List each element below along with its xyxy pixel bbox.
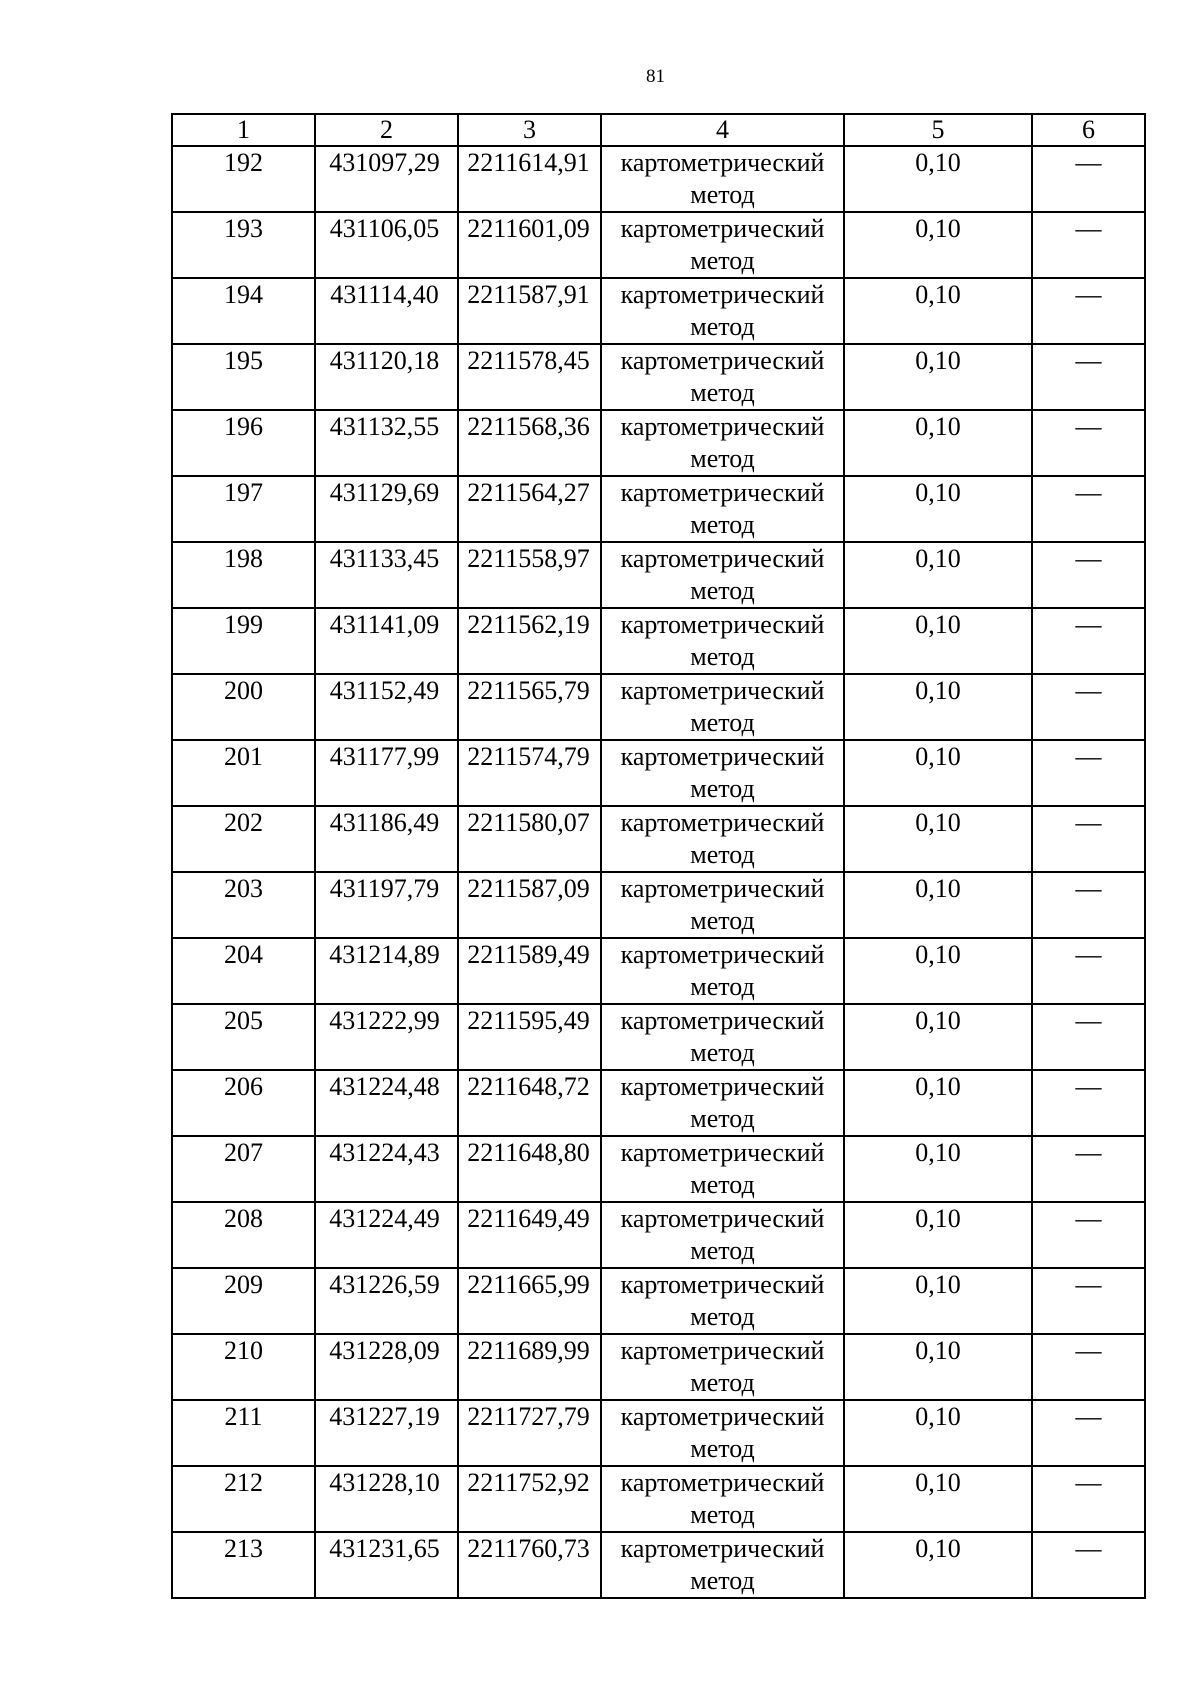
accuracy-value: 0,10	[844, 1334, 1032, 1400]
method-line-2: метод	[690, 840, 755, 869]
method-line-2: метод	[690, 774, 755, 803]
accuracy-value: 0,10	[844, 1136, 1032, 1202]
table-row	[172, 1136, 1145, 1202]
point-number: 209	[172, 1268, 315, 1334]
coordinate-x: 431152,49	[315, 674, 458, 740]
note-cell	[1032, 212, 1145, 278]
coordinate-y: 2211558,97	[458, 542, 601, 608]
point-number: 192	[172, 146, 315, 212]
method-line-1: картометрический	[620, 1138, 825, 1167]
method-cell	[601, 1202, 844, 1268]
method-line-2: метод	[690, 708, 755, 737]
column-header-5: 5	[844, 114, 1032, 146]
method-cell	[601, 806, 844, 872]
note-cell	[1032, 476, 1145, 542]
coordinate-x: 431129,69	[315, 476, 458, 542]
method-line-1: картометрический	[620, 1270, 825, 1299]
point-number: 194	[172, 278, 315, 344]
table-row	[172, 1070, 1145, 1136]
dash-value: —	[1075, 1006, 1102, 1035]
coordinate-x: 431224,48	[315, 1070, 458, 1136]
coordinate-x: 431197,79	[315, 872, 458, 938]
method-line-1: картометрический	[620, 874, 825, 903]
table-row	[172, 806, 1145, 872]
coordinates-table	[171, 113, 1146, 1599]
table-row	[172, 740, 1145, 806]
note-cell	[1032, 1268, 1145, 1334]
coordinate-y: 2211601,09	[458, 212, 601, 278]
point-number: 198	[172, 542, 315, 608]
point-number: 199	[172, 608, 315, 674]
coordinate-y: 2211562,19	[458, 608, 601, 674]
coordinate-y: 2211574,79	[458, 740, 601, 806]
coordinate-y: 2211589,49	[458, 938, 601, 1004]
point-number: 200	[172, 674, 315, 740]
accuracy-value: 0,10	[844, 146, 1032, 212]
method-line-2: метод	[690, 576, 755, 605]
dash-value: —	[1075, 280, 1102, 309]
method-line-2: метод	[690, 1104, 755, 1133]
method-line-1: картометрический	[620, 940, 825, 969]
method-cell	[601, 1466, 844, 1532]
accuracy-value: 0,10	[844, 410, 1032, 476]
dash-value: —	[1075, 742, 1102, 771]
dash-value: —	[1075, 808, 1102, 837]
accuracy-value: 0,10	[844, 344, 1032, 410]
point-number: 201	[172, 740, 315, 806]
method-line-1: картометрический	[620, 1204, 825, 1233]
dash-value: —	[1075, 214, 1102, 243]
point-number: 204	[172, 938, 315, 1004]
coordinate-x: 431106,05	[315, 212, 458, 278]
note-cell	[1032, 1532, 1145, 1598]
accuracy-value: 0,10	[844, 476, 1032, 542]
accuracy-value: 0,10	[844, 1004, 1032, 1070]
coordinate-y: 2211648,72	[458, 1070, 601, 1136]
coordinate-x: 431177,99	[315, 740, 458, 806]
coordinate-y: 2211564,27	[458, 476, 601, 542]
point-number: 210	[172, 1334, 315, 1400]
dash-value: —	[1075, 1138, 1102, 1167]
coordinate-x: 431226,59	[315, 1268, 458, 1334]
note-cell	[1032, 410, 1145, 476]
method-cell	[601, 872, 844, 938]
method-line-2: метод	[690, 312, 755, 341]
dash-value: —	[1075, 940, 1102, 969]
method-cell	[601, 1268, 844, 1334]
coordinate-x: 431227,19	[315, 1400, 458, 1466]
method-line-2: метод	[690, 1170, 755, 1199]
point-number: 197	[172, 476, 315, 542]
table-row	[172, 938, 1145, 1004]
method-cell	[601, 410, 844, 476]
table-row	[172, 1202, 1145, 1268]
note-cell	[1032, 740, 1145, 806]
method-cell	[601, 1532, 844, 1598]
note-cell	[1032, 938, 1145, 1004]
point-number: 202	[172, 806, 315, 872]
coordinate-y: 2211578,45	[458, 344, 601, 410]
coordinate-x: 431231,65	[315, 1532, 458, 1598]
coordinate-y: 2211614,91	[458, 146, 601, 212]
table-row	[172, 410, 1145, 476]
accuracy-value: 0,10	[844, 872, 1032, 938]
method-cell	[601, 1334, 844, 1400]
coordinate-x: 431228,10	[315, 1466, 458, 1532]
coordinate-x: 431224,43	[315, 1136, 458, 1202]
method-line-1: картометрический	[620, 1336, 825, 1365]
method-line-2: метод	[690, 246, 755, 275]
method-line-2: метод	[690, 1434, 755, 1463]
method-line-1: картометрический	[620, 478, 825, 507]
note-cell	[1032, 806, 1145, 872]
note-cell	[1032, 872, 1145, 938]
dash-value: —	[1075, 478, 1102, 507]
method-line-2: метод	[690, 180, 755, 209]
coordinate-y: 2211760,73	[458, 1532, 601, 1598]
note-cell	[1032, 146, 1145, 212]
coordinate-y: 2211649,49	[458, 1202, 601, 1268]
note-cell	[1032, 542, 1145, 608]
table-row	[172, 608, 1145, 674]
column-header-1: 1	[172, 114, 315, 146]
coordinate-x: 431120,18	[315, 344, 458, 410]
method-cell	[601, 278, 844, 344]
accuracy-value: 0,10	[844, 212, 1032, 278]
dash-value: —	[1075, 148, 1102, 177]
coordinate-y: 2211587,91	[458, 278, 601, 344]
method-line-1: картометрический	[620, 1468, 825, 1497]
method-cell	[601, 1070, 844, 1136]
method-line-2: метод	[690, 1236, 755, 1265]
point-number: 206	[172, 1070, 315, 1136]
method-line-2: метод	[690, 1500, 755, 1529]
method-line-2: метод	[690, 972, 755, 1001]
coordinate-x: 431141,09	[315, 608, 458, 674]
method-cell	[601, 1400, 844, 1466]
table-row	[172, 1268, 1145, 1334]
table-row	[172, 476, 1145, 542]
accuracy-value: 0,10	[844, 1532, 1032, 1598]
method-line-1: картометрический	[620, 742, 825, 771]
coordinate-y: 2211565,79	[458, 674, 601, 740]
coordinate-x: 431097,29	[315, 146, 458, 212]
coordinate-y: 2211689,99	[458, 1334, 601, 1400]
dash-value: —	[1075, 1270, 1102, 1299]
coordinate-x: 431214,89	[315, 938, 458, 1004]
coordinate-y: 2211727,79	[458, 1400, 601, 1466]
accuracy-value: 0,10	[844, 1202, 1032, 1268]
note-cell	[1032, 344, 1145, 410]
note-cell	[1032, 1202, 1145, 1268]
dash-value: —	[1075, 1534, 1102, 1563]
point-number: 196	[172, 410, 315, 476]
coordinate-y: 2211665,99	[458, 1268, 601, 1334]
method-line-1: картометрический	[620, 148, 825, 177]
dash-value: —	[1075, 346, 1102, 375]
dash-value: —	[1075, 1468, 1102, 1497]
method-line-1: картометрический	[620, 1006, 825, 1035]
accuracy-value: 0,10	[844, 740, 1032, 806]
note-cell	[1032, 1334, 1145, 1400]
dash-value: —	[1075, 610, 1102, 639]
coordinate-y: 2211587,09	[458, 872, 601, 938]
table-row	[172, 674, 1145, 740]
method-cell	[601, 344, 844, 410]
note-cell	[1032, 1400, 1145, 1466]
method-line-2: метод	[690, 378, 755, 407]
point-number: 203	[172, 872, 315, 938]
dash-value: —	[1075, 676, 1102, 705]
method-cell	[601, 608, 844, 674]
dash-value: —	[1075, 1336, 1102, 1365]
column-header-6: 6	[1032, 114, 1145, 146]
accuracy-value: 0,10	[844, 938, 1032, 1004]
accuracy-value: 0,10	[844, 674, 1032, 740]
coordinate-x: 431114,40	[315, 278, 458, 344]
coordinate-x: 431222,99	[315, 1004, 458, 1070]
table-row	[172, 1466, 1145, 1532]
table-row	[172, 278, 1145, 344]
method-line-2: метод	[690, 1038, 755, 1067]
method-cell	[601, 476, 844, 542]
note-cell	[1032, 1466, 1145, 1532]
coordinate-x: 431132,55	[315, 410, 458, 476]
coordinate-y: 2211568,36	[458, 410, 601, 476]
table-row	[172, 1532, 1145, 1598]
table-row	[172, 1400, 1145, 1466]
accuracy-value: 0,10	[844, 806, 1032, 872]
dash-value: —	[1075, 412, 1102, 441]
coordinate-x: 431186,49	[315, 806, 458, 872]
coordinate-y: 2211648,80	[458, 1136, 601, 1202]
method-line-1: картометрический	[620, 412, 825, 441]
note-cell	[1032, 674, 1145, 740]
page-number: 81	[646, 66, 665, 87]
table-row	[172, 146, 1145, 212]
method-cell	[601, 542, 844, 608]
method-cell	[601, 740, 844, 806]
method-cell	[601, 1004, 844, 1070]
note-cell	[1032, 278, 1145, 344]
table-row	[172, 542, 1145, 608]
note-cell	[1032, 1004, 1145, 1070]
accuracy-value: 0,10	[844, 1466, 1032, 1532]
coordinate-x: 431224,49	[315, 1202, 458, 1268]
method-cell	[601, 938, 844, 1004]
method-line-1: картометрический	[620, 610, 825, 639]
note-cell	[1032, 608, 1145, 674]
accuracy-value: 0,10	[844, 1070, 1032, 1136]
note-cell	[1032, 1070, 1145, 1136]
dash-value: —	[1075, 1402, 1102, 1431]
dash-value: —	[1075, 1072, 1102, 1101]
method-cell	[601, 146, 844, 212]
dash-value: —	[1075, 874, 1102, 903]
point-number: 207	[172, 1136, 315, 1202]
method-line-1: картометрический	[620, 1534, 825, 1563]
note-cell	[1032, 1136, 1145, 1202]
accuracy-value: 0,10	[844, 1400, 1032, 1466]
method-line-1: картометрический	[620, 214, 825, 243]
table-body	[172, 146, 1145, 1598]
method-line-2: метод	[690, 642, 755, 671]
method-line-1: картометрический	[620, 1072, 825, 1101]
method-line-1: картометрический	[620, 676, 825, 705]
method-line-2: метод	[690, 1302, 755, 1331]
method-line-1: картометрический	[620, 280, 825, 309]
method-line-1: картометрический	[620, 346, 825, 375]
method-line-2: метод	[690, 444, 755, 473]
coordinate-y: 2211752,92	[458, 1466, 601, 1532]
method-line-2: метод	[690, 906, 755, 935]
point-number: 195	[172, 344, 315, 410]
accuracy-value: 0,10	[844, 1268, 1032, 1334]
coordinate-x: 431133,45	[315, 542, 458, 608]
dash-value: —	[1075, 544, 1102, 573]
method-cell	[601, 212, 844, 278]
method-cell	[601, 674, 844, 740]
table-row	[172, 872, 1145, 938]
accuracy-value: 0,10	[844, 542, 1032, 608]
coordinate-y: 2211580,07	[458, 806, 601, 872]
point-number: 193	[172, 212, 315, 278]
column-header-2: 2	[315, 114, 458, 146]
coordinate-y: 2211595,49	[458, 1004, 601, 1070]
method-line-2: метод	[690, 1566, 755, 1595]
dash-value: —	[1075, 1204, 1102, 1233]
table-row	[172, 1004, 1145, 1070]
table-row	[172, 212, 1145, 278]
coordinate-x: 431228,09	[315, 1334, 458, 1400]
method-line-1: картометрический	[620, 808, 825, 837]
point-number: 208	[172, 1202, 315, 1268]
accuracy-value: 0,10	[844, 608, 1032, 674]
accuracy-value: 0,10	[844, 278, 1032, 344]
method-line-2: метод	[690, 1368, 755, 1397]
point-number: 213	[172, 1532, 315, 1598]
point-number: 211	[172, 1400, 315, 1466]
column-header-3: 3	[458, 114, 601, 146]
method-line-2: метод	[690, 510, 755, 539]
table-header-row	[172, 114, 1145, 146]
method-cell	[601, 1136, 844, 1202]
table-row	[172, 1334, 1145, 1400]
point-number: 205	[172, 1004, 315, 1070]
method-line-1: картометрический	[620, 1402, 825, 1431]
table-row	[172, 344, 1145, 410]
point-number: 212	[172, 1466, 315, 1532]
method-line-1: картометрический	[620, 544, 825, 573]
column-header-4: 4	[601, 114, 844, 146]
